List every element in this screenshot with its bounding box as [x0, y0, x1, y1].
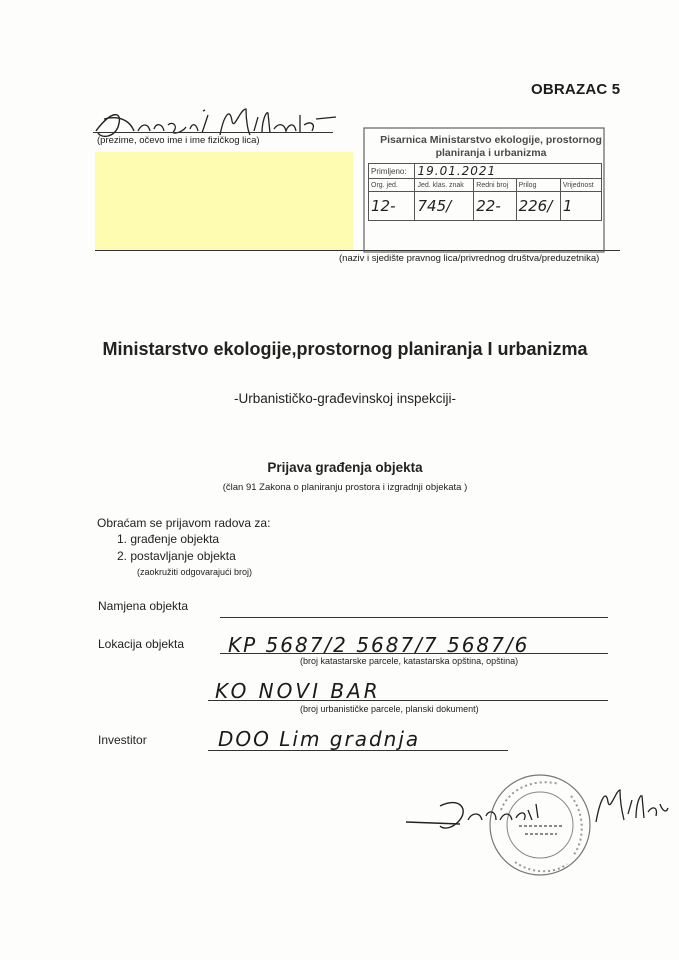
registry-stamp-table — [368, 163, 602, 221]
stamp-value: 1 — [560, 192, 601, 221]
works-intro: Obraćam se prijavom radova za: — [97, 516, 271, 530]
purpose-label: Namjena objekta — [98, 599, 189, 613]
parcel-label: (broj katastarske parcele, katastarska opština, opština) — [300, 656, 519, 666]
stamp-value: 12- — [369, 192, 415, 221]
stamp-column-header: Vrijednost — [560, 179, 601, 192]
stamp-column-header: Org. jed. — [369, 179, 415, 192]
applicant-person-label: (prezime, očevo ime i ime fizičkog lica) — [97, 135, 260, 146]
report-subtitle: (član 91 Zakona o planiranju prostora i izgradnji objekata ) — [222, 482, 468, 493]
urban-line — [208, 700, 608, 701]
stamp-value: 22- — [474, 192, 516, 221]
investor-label: Investitor — [98, 733, 147, 747]
ministry-heading: Ministarstvo ekologije,prostornog planiranja I urbanizma — [102, 339, 588, 359]
stamp-column-header: Redni broj — [474, 179, 516, 192]
investor-handwritten: DOO Lim gradnja — [218, 727, 421, 751]
parcel-handwritten: KP 5687/2 5687/7 5687/6 — [228, 633, 530, 657]
applicant-legal-label: (naziv i sjedište pravnog lica/privrednog društva/preduzetnika) — [339, 253, 600, 264]
stamp-value: 745/ — [415, 192, 474, 221]
investor-signature — [400, 780, 675, 850]
urban-label: (broj urbanističke parcele, planski dokument) — [300, 704, 479, 714]
investor-line — [208, 750, 508, 751]
stamp-received-cell — [415, 164, 602, 179]
applicant-person-line — [93, 132, 333, 133]
works-option-installation: 2. postavljanje objekta — [117, 549, 236, 563]
redacted-highlight — [95, 152, 353, 251]
report-title: Prijava građenja objekta — [267, 460, 423, 475]
location-line — [220, 653, 608, 654]
stamp-column-header: Jed. klas. znak — [415, 179, 474, 192]
works-hint: (zaokružiti odgovarajući broj) — [137, 567, 253, 577]
purpose-line — [220, 617, 608, 618]
inspection-heading: -Urbanističko-građevinskoj inspekciji- — [233, 391, 457, 406]
stamp-column-header: Prilog — [516, 179, 560, 192]
location-label: Lokacija objekta — [98, 637, 185, 651]
stamp-received-value: 19.01.2021 — [417, 164, 497, 178]
stamp-received-label: Primljeno: — [369, 164, 415, 179]
stamp-value: 226/ — [516, 192, 560, 221]
registry-stamp-title: Pisarnica Ministarstvo ekologije, prostornog planiranja i urbanizma — [380, 134, 602, 159]
form-code: OBRAZAC 5 — [531, 81, 621, 98]
urban-handwritten: KO NOVI BAR — [215, 679, 381, 703]
works-option-construction: 1. građenje objekta — [117, 532, 220, 546]
